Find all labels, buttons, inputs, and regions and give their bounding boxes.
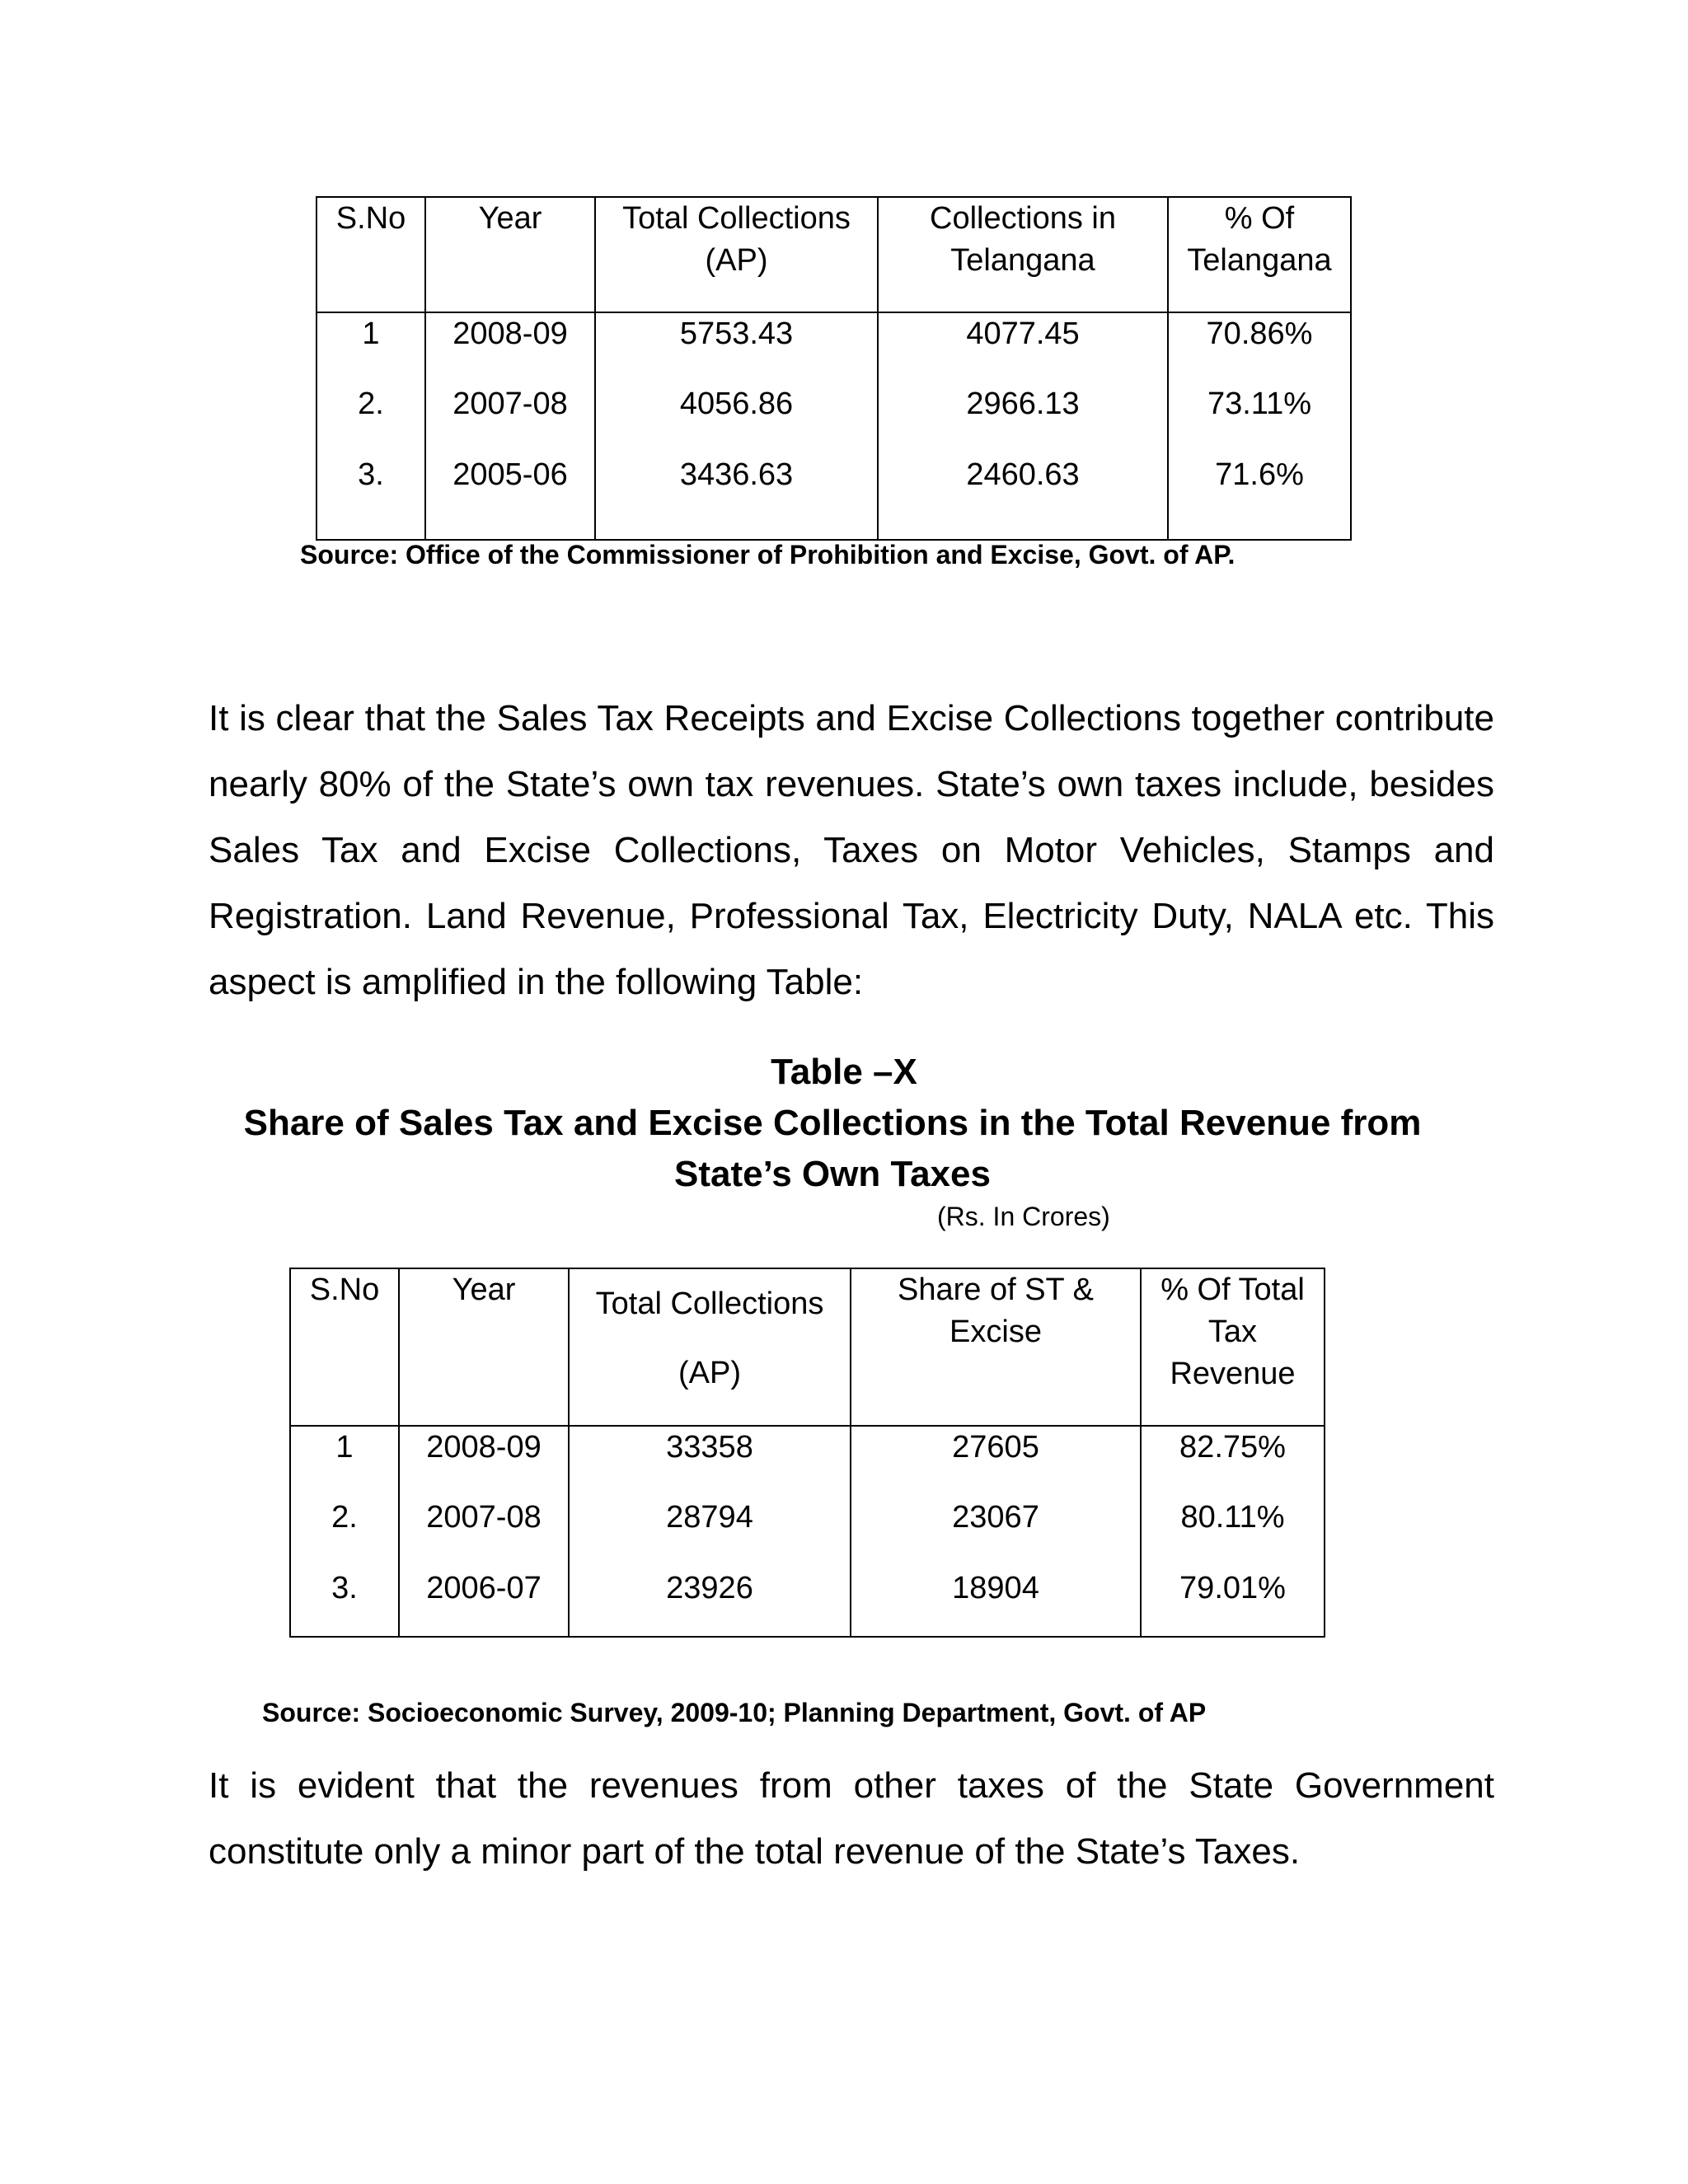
table1-source: Source: Office of the Commissioner of Prohibition and Excise, Govt. of AP. (300, 540, 1236, 569)
table-row: 2. 2007-08 4056.86 2966.13 73.11% (316, 383, 1351, 454)
table-row: 2. 2007-08 28794 23067 80.11% (290, 1497, 1325, 1568)
sales-tax-excise-share-table (289, 1268, 1325, 1638)
header-percent-telangana: % Of Telangana (1168, 197, 1351, 312)
table2-units: (Rs. In Crores) (937, 1202, 1110, 1231)
header-percent-total-tax: % Of Total Tax Revenue (1141, 1268, 1325, 1426)
paragraph-1: It is clear that the Sales Tax Receipts and Excise Collections together contribute nearly 80% of the State’s own tax revenues. State’s own taxes include, besides Sales Tax and Excise Collections, Taxes on Motor Vehicles, Stamps and Registration. Land Revenue, Professional Tax, Electricity Duty, NALA etc. This aspect is amplified in the following Table: (209, 698, 1494, 1002)
table-header-row (316, 197, 1351, 312)
table-row: 3. 2005-06 3436.63 2460.63 71.6% (316, 454, 1351, 540)
paragraph-2: It is evident that the revenues from other taxes of the State Government constitute only a minor part of the total revenue of the State’s Taxes. (209, 1765, 1494, 1872)
header-share-st-excise: Share of ST & Excise (851, 1268, 1141, 1426)
header-collections-telangana: Collections in Telangana (878, 197, 1168, 312)
header-sno: S.No (316, 197, 425, 312)
table-row: 3. 2006-07 23926 18904 79.01% (290, 1568, 1325, 1637)
table2-label: Table –X (771, 1052, 917, 1092)
header-year: Year (399, 1268, 569, 1426)
header-total-collections: Total Collections (AP) (569, 1268, 851, 1426)
telangana-excise-table (316, 196, 1352, 541)
header-year: Year (425, 197, 595, 312)
table-row: 1 2008-09 33358 27605 82.75% (290, 1426, 1325, 1497)
header-total-collections: Total Collections (AP) (595, 197, 878, 312)
header-sno: S.No (290, 1268, 399, 1426)
table2-source: Source: Socioeconomic Survey, 2009-10; Planning Department, Govt. of AP (262, 1698, 1207, 1727)
table2-title: Share of Sales Tax and Excise Collections in the Total Revenue from State’s Own Taxes (243, 1103, 1422, 1194)
table-row: 1 2008-09 5753.43 4077.45 70.86% (316, 312, 1351, 383)
table-header-row (290, 1268, 1325, 1426)
